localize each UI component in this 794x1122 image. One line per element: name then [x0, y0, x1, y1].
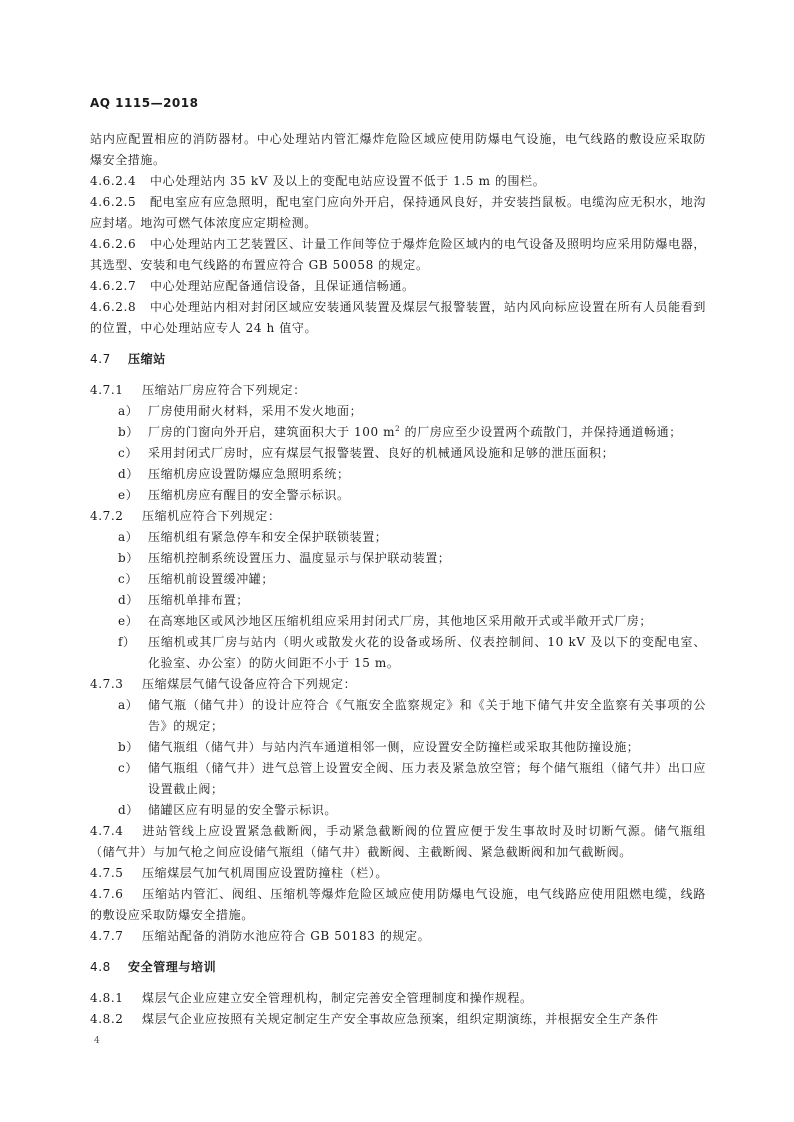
list-item-text: 厂房的门窗向外开启，建筑面积大于 100 m — [148, 425, 396, 439]
list-item-text: 的厂房应至少设置两个疏散门，并保持通道畅通； — [400, 425, 682, 439]
list-item — [90, 422, 706, 443]
list-marker: f） — [118, 635, 136, 649]
list-item-text: 储气瓶组（储气井）与站内汽车通道相邻一侧，应设置安全防撞栏或采取其他防撞设施； — [148, 740, 640, 754]
list-item — [90, 632, 706, 674]
clause-4-8-1 — [90, 988, 706, 1009]
list-item-text: 压缩机或其厂房与站内（明火或散发火花的设备或场所、仪表控制间、10 kV 及以下的变配电室、化验室、办公室）的防火间距不小于 15 m。 — [148, 635, 706, 670]
list-item — [90, 401, 706, 422]
clause-4-7-1 — [90, 380, 706, 401]
list-item — [90, 800, 706, 821]
clause-4-7-6 — [90, 884, 706, 926]
clause-text: 中心处理站内工艺装置区、计量工作间等位于爆炸危险区域内的电气设备及照明均应采用防爆电器，其选型、安装和电气线路的布置应符合 GB 50058 的规定。 — [90, 237, 706, 272]
section-heading-4-7 — [90, 349, 706, 370]
list-item-text: 采用封闭式厂房时，应有煤层气报警装置、良好的机械通风设施和足够的泄压面积； — [148, 446, 615, 460]
clause-4-6-2-4 — [90, 171, 706, 192]
clause-4-7-4 — [90, 821, 706, 863]
clause-4-8-2 — [90, 1009, 706, 1030]
clause-number: 4.7.6 — [90, 887, 124, 901]
clause-text: 配电室应有应急照明，配电室门应向外开启，保持通风良好，并安装挡鼠板。电缆沟应无积水，地沟应封堵。地沟可燃气体浓度应定期检测。 — [90, 195, 706, 230]
clause-number: 4.6.2.8 — [90, 300, 137, 314]
list-marker: a） — [118, 404, 139, 418]
clause-number: 4.6.2.5 — [90, 195, 137, 209]
clause-text: 压缩机应符合下列规定： — [142, 509, 281, 523]
list-item-text: 储气瓶（储气井）的设计应符合《气瓶安全监察规定》和《关于地下储气井安全监察有关事项的公告》的规定； — [148, 698, 706, 733]
clause-text: 压缩站配备的消防水池应符合 GB 50183 的规定。 — [142, 929, 431, 943]
list-item — [90, 527, 706, 548]
clause-number: 4.8.1 — [90, 991, 124, 1005]
list-item-text: 压缩机控制系统设置压力、温度显示与保护联动装置； — [148, 551, 451, 565]
clause-number: 4.7.5 — [90, 866, 124, 880]
standard-code-header: AQ 1115—2018 — [90, 96, 199, 110]
clause-4-6-2-7 — [90, 276, 706, 297]
section-heading-4-8 — [90, 957, 706, 978]
clause-4-7-2 — [90, 506, 706, 527]
list-item-text: 压缩机前设置缓冲罐； — [148, 572, 275, 586]
list-item — [90, 737, 706, 758]
clause-text: 中心处理站应配备通信设备，且保证通信畅通。 — [150, 279, 415, 293]
section-number: 4.7 — [90, 352, 111, 366]
clause-number: 4.7.3 — [90, 677, 124, 691]
section-number: 4.8 — [90, 960, 111, 974]
list-item-text: 储气瓶组（储气井）进气总管上设置安全阀、压力表及紧急放空管；每个储气瓶组（储气井）出口应设置截止阀； — [148, 761, 706, 796]
list-marker: e） — [118, 614, 139, 628]
clause-number: 4.6.2.6 — [90, 237, 137, 251]
clause-text: 煤层气企业应建立安全管理机构，制定完善安全管理制度和操作规程。 — [142, 991, 533, 1005]
clause-number: 4.7.1 — [90, 383, 124, 397]
list-item — [90, 590, 706, 611]
clause-number: 4.6.2.7 — [90, 279, 137, 293]
list-item — [90, 548, 706, 569]
superscript: 2 — [395, 425, 401, 433]
clause-4-6-2-6 — [90, 234, 706, 276]
clause-number: 4.7.4 — [90, 824, 124, 838]
list-item — [90, 485, 706, 506]
list-marker: d） — [118, 467, 139, 481]
list-marker: b） — [118, 740, 139, 754]
paragraph-continued: 站内应配置相应的消防器材。中心处理站内管汇爆炸危险区域应使用防爆电气设施，电气线路的敷设应采取防爆安全措施。 — [90, 132, 706, 167]
list-item — [90, 758, 706, 800]
list-marker: e） — [118, 488, 139, 502]
clause-text: 进站管线上应设置紧急截断阀，手动紧急截断阀的位置应便于发生事故时及时切断气源。储气瓶组（储气井）与加气枪之间应设储气瓶组（储气井）截断阀、主截断阀、紧急截断阀和加气截断阀。 — [90, 824, 706, 859]
document-body — [90, 129, 706, 1030]
list-item-text: 压缩机单排布置； — [148, 593, 249, 607]
list-item-text: 压缩机房应有醒目的安全警示标识。 — [148, 488, 350, 502]
list-item-text: 厂房使用耐火材料，采用不发火地面； — [148, 404, 363, 418]
clause-4-6-2-5 — [90, 192, 706, 234]
clause-4-6-2-8 — [90, 297, 706, 339]
list-marker: c） — [118, 446, 138, 460]
list-marker: c） — [118, 761, 138, 775]
list-item — [90, 464, 706, 485]
clause-4-7-5 — [90, 863, 706, 884]
clause-4-7-7 — [90, 926, 706, 947]
clause-text: 压缩煤层气储气设备应符合下列规定： — [142, 677, 357, 691]
list-marker: a） — [118, 530, 139, 544]
section-title: 压缩站 — [128, 352, 166, 366]
clause-4-7-3 — [90, 674, 706, 695]
list-item-text: 压缩机房应设置防爆应急照明系统； — [148, 467, 350, 481]
clause-text: 煤层气企业应按照有关规定制定生产安全事故应急预案，组织定期演练，并根据安全生产条件 — [142, 1012, 659, 1026]
list-marker: b） — [118, 551, 139, 565]
clause-number: 4.7.2 — [90, 509, 124, 523]
list-marker: c） — [118, 572, 138, 586]
list-item-text: 压缩机组有紧急停车和安全保护联锁装置； — [148, 530, 388, 544]
clause-number: 4.8.2 — [90, 1012, 124, 1026]
list-item — [90, 695, 706, 737]
list-marker: b） — [118, 425, 139, 439]
clause-text: 压缩煤层气加气机周围应设置防撞柱（栏）。 — [142, 866, 389, 880]
list-item — [90, 443, 706, 464]
list-marker: a） — [118, 698, 139, 712]
list-item-text: 在高寒地区或风沙地区压缩机组应采用封闭式厂房，其他地区采用敞开式或半敞开式厂房； — [148, 614, 653, 628]
clause-text: 中心处理站内相对封闭区域应安装通风装置及煤层气报警装置，站内风向标应设置在所有人员能看到的位置，中心处理站应专人 24 h 值守。 — [90, 300, 706, 335]
list-marker: d） — [118, 593, 139, 607]
clause-text: 中心处理站内 35 kV 及以上的变配电站应设置不低于 1.5 m 的围栏。 — [150, 174, 546, 188]
clause-number: 4.7.7 — [90, 929, 124, 943]
clause-text: 压缩站厂房应符合下列规定： — [142, 383, 306, 397]
clause-number: 4.6.2.4 — [90, 174, 137, 188]
page-number: 4 — [94, 1036, 100, 1046]
list-item — [90, 569, 706, 590]
list-item — [90, 611, 706, 632]
clause-text: 压缩站内管汇、阀组、压缩机等爆炸危险区域应使用防爆电气设施，电气线路应使用阻燃电缆，线路的敷设应采取防爆安全措施。 — [90, 887, 706, 922]
list-item-text: 储罐区应有明显的安全警示标识。 — [148, 803, 338, 817]
section-title: 安全管理与培训 — [128, 960, 217, 974]
list-marker: d） — [118, 803, 139, 817]
